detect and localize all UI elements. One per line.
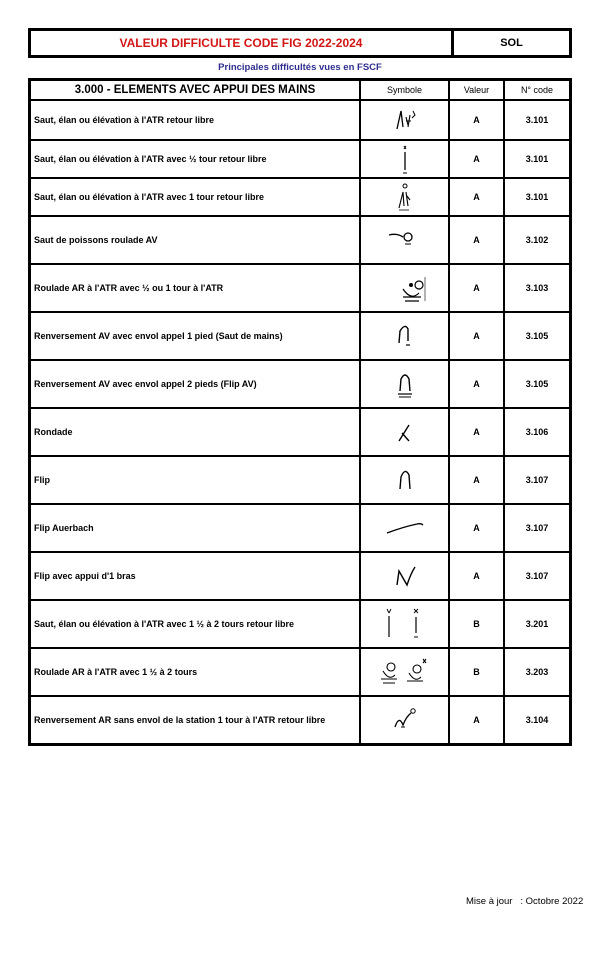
element-code: 3.106 xyxy=(525,427,549,437)
update-date: Octobre 2022 xyxy=(525,896,584,907)
element-label: Roulade AR à l'ATR avec ½ ou 1 tour à l'ATR xyxy=(31,265,361,311)
code-column-header: N° code xyxy=(520,85,554,95)
value-column-header: Valeur xyxy=(450,81,505,99)
atr-half-turn-symbol-icon xyxy=(375,142,435,176)
table-row xyxy=(31,265,569,313)
element-code: 3.203 xyxy=(525,667,549,677)
element-label: Renversement AV avec envol appel 2 pieds (Flip AV) xyxy=(31,361,361,407)
table-row xyxy=(31,141,569,179)
table-row xyxy=(31,649,569,697)
element-value: A xyxy=(450,265,505,311)
element-value: A xyxy=(450,101,505,139)
difficulty-table xyxy=(28,78,572,746)
walkover-turn-symbol-icon xyxy=(375,703,435,737)
header-box xyxy=(28,28,572,58)
element-label: Renversement AR sans envol de la station 1 tour à l'ATR retour libre xyxy=(31,697,361,743)
atr-full-turn-symbol-icon xyxy=(375,180,435,214)
element-value: B xyxy=(450,649,505,695)
round-off-symbol-icon xyxy=(375,415,435,449)
element-code: 3.103 xyxy=(525,283,549,293)
element-value: A xyxy=(450,313,505,359)
element-value: A xyxy=(450,505,505,551)
element-label: Roulade AR à l'ATR avec 1 ½ à 2 tours xyxy=(31,649,361,695)
element-code: 3.101 xyxy=(525,154,549,164)
table-row xyxy=(31,601,569,649)
element-value: A xyxy=(450,553,505,599)
element-label: Renversement AV avec envol appel 1 pied (Saut de mains) xyxy=(31,313,361,359)
table-row xyxy=(31,505,569,553)
flip-symbol-icon xyxy=(375,463,435,497)
element-label: Saut de poissons roulade AV xyxy=(31,217,361,263)
element-value: A xyxy=(450,141,505,177)
update-note xyxy=(466,896,583,907)
element-value: A xyxy=(450,361,505,407)
table-row xyxy=(31,697,569,743)
page-title: VALEUR DIFFICULTE CODE FIG 2022-2024 xyxy=(31,31,454,55)
element-code: 3.107 xyxy=(525,475,549,485)
element-code: 3.104 xyxy=(525,715,549,725)
table-row xyxy=(31,361,569,409)
element-code: 3.101 xyxy=(525,192,549,202)
update-separator: : xyxy=(520,896,524,907)
element-code: 3.102 xyxy=(525,235,549,245)
element-code: 3.105 xyxy=(525,379,549,389)
table-header-row xyxy=(31,81,569,101)
table-row xyxy=(31,101,569,141)
element-value: A xyxy=(450,179,505,215)
element-value: A xyxy=(450,217,505,263)
back-roll-multi-turn-symbol-icon xyxy=(375,655,435,689)
table-row xyxy=(31,457,569,505)
table-row xyxy=(31,553,569,601)
handspring-two-feet-symbol-icon xyxy=(375,367,435,401)
element-code: 3.107 xyxy=(525,571,549,581)
element-label: Flip avec appui d'1 bras xyxy=(31,553,361,599)
update-label: Mise à jour xyxy=(466,896,513,907)
element-label: Flip Auerbach xyxy=(31,505,361,551)
element-label: Flip xyxy=(31,457,361,503)
table-row xyxy=(31,179,569,217)
section-header: 3.000 - ELEMENTS AVEC APPUI DES MAINS xyxy=(31,81,361,99)
back-roll-atr-symbol-icon xyxy=(375,271,435,305)
element-value: A xyxy=(450,409,505,455)
symbol-column-header: Symbole xyxy=(361,81,450,99)
apparatus-label: SOL xyxy=(500,37,523,49)
element-label: Saut, élan ou élévation à l'ATR avec 1 tour retour libre xyxy=(31,179,361,215)
element-value: A xyxy=(450,697,505,743)
flip-one-arm-symbol-icon xyxy=(375,559,435,593)
subtitle: Principales difficultés vues en FSCF xyxy=(218,62,382,73)
table-row xyxy=(31,409,569,457)
element-code: 3.107 xyxy=(525,523,549,533)
element-value: A xyxy=(450,457,505,503)
element-code: 3.101 xyxy=(525,115,549,125)
handspring-one-foot-symbol-icon xyxy=(375,319,435,353)
element-label: Saut, élan ou élévation à l'ATR avec 1 ½ à 2 tours retour libre xyxy=(31,601,361,647)
element-code: 3.201 xyxy=(525,619,549,629)
flip-auerbach-symbol-icon xyxy=(375,511,435,545)
element-value: B xyxy=(450,601,505,647)
element-label: Saut, élan ou élévation à l'ATR avec ½ tour retour libre xyxy=(31,141,361,177)
table-row xyxy=(31,313,569,361)
element-label: Saut, élan ou élévation à l'ATR retour libre xyxy=(31,101,361,139)
element-label: Rondade xyxy=(31,409,361,455)
element-code: 3.105 xyxy=(525,331,549,341)
table-row xyxy=(31,217,569,265)
dive-roll-symbol-icon xyxy=(375,223,435,257)
atr-multi-turn-symbol-icon xyxy=(375,607,435,641)
atr-jump-symbol-icon xyxy=(375,103,435,137)
